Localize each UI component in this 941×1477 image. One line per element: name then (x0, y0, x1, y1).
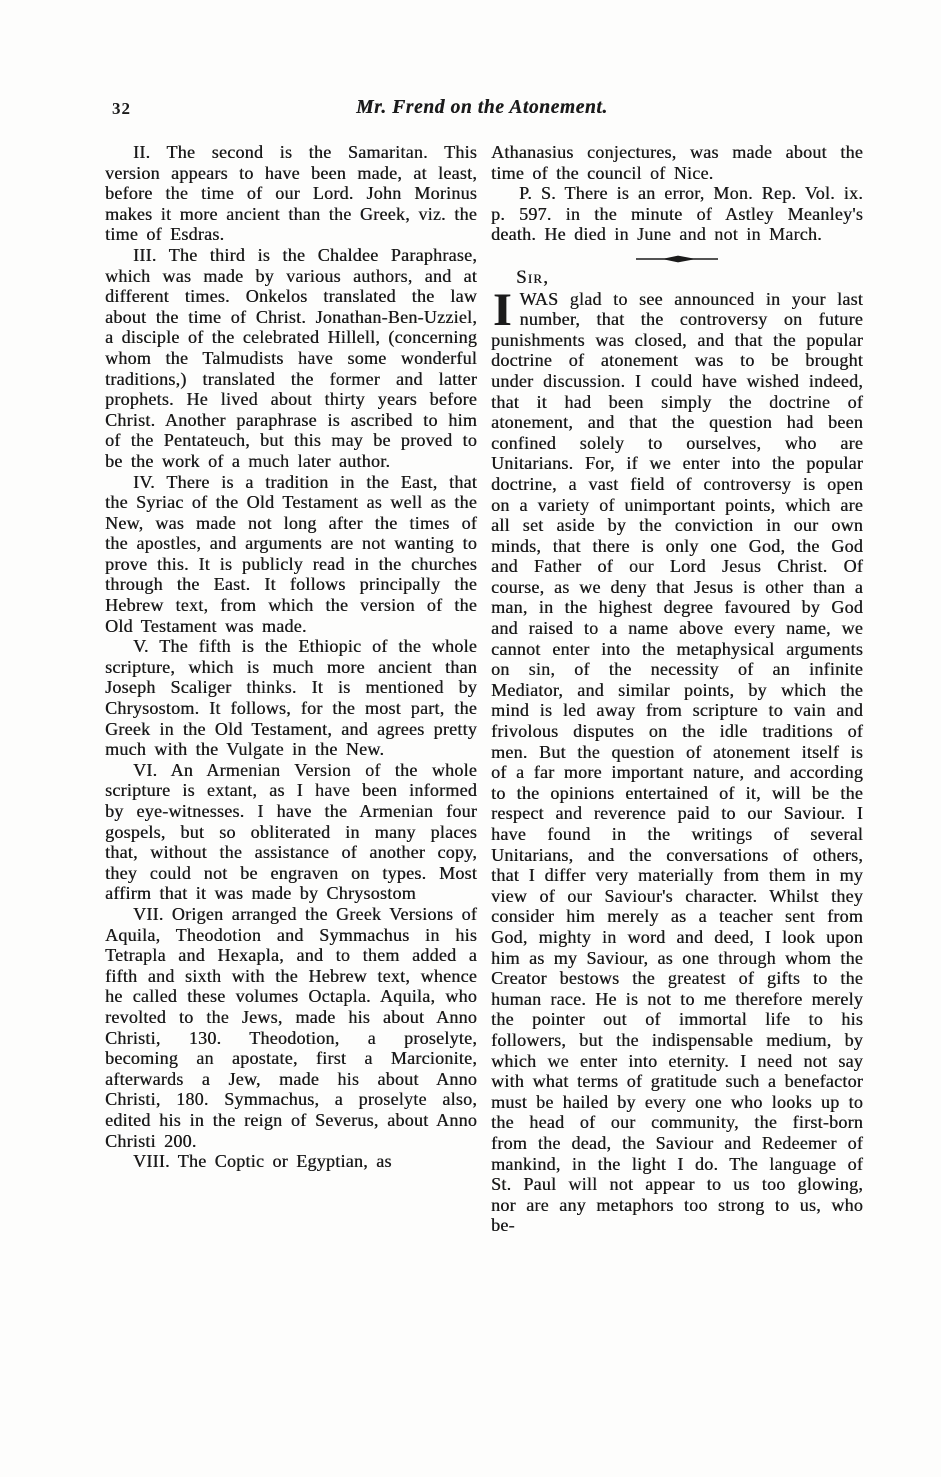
paragraph-continuation: Athanasius conjectures, was made about the time of the council of Nice. (491, 142, 863, 183)
section-divider (491, 253, 863, 265)
paragraph-coptic: VIII. The Coptic or Egyptian, as (133, 1151, 392, 1172)
paragraph-ethiopic: V. The fifth is the Ethiopic of the whole scripture, which is much more ancient than Joseph Scaliger thinks. It is mentioned by Chrysostom. It follows, for the most part, the Greek in the Old Testament, and agrees pretty much with the Vulgate in the New. (105, 636, 477, 760)
letter-text: WAS glad to see announced in your last number, that the controversy on future punishments was closed, and that the popular doctrine of atonement was to be brought under discussion. I could have wished indeed, that it had been simply the doctrine of atonement, and that the question had been confined solely to ourselves, who are Unitarians. For, if we enter into the popular doctrine, a vast field of controversy is open on a variety of unimportant points, which are all set aside by the conviction in our own minds, that there is only one God, the God and Father of our Lord Jesus Christ. Of course, as we deny that Jesus is other than a man, in the highest degree favoured by God and raised to a name above every name, we cannot enter into the metaphysical arguments on sin, of the necessity of an infinite Mediator, and similar points, by which the mind is led away from scripture to vain and frivolous disputes on the idle traditions of men. But the question of atonement itself is of a far more important nature, and according to the opinions entertained of it, will be the respect and reverence paid to our Saviour. I have found in the writings of several Unitarians, and the conversations of others, that I differ very materially from them in my view of our Saviour's character. Whilst they consider him merely as a teacher sent from God, mighty in word and deed, I look upon him as my Saviour, as one through whom the Creator bestows the greatest of gifts to the human race. He is not to me therefore merely the pointer out of immortal life to his followers, but the indispensable medium, by which we enter into eternity. I need not say with what terms of gratitude such a benefactor must be hailed by every one who looks up to the head of our community, the first-born from the dead, the Saviour and Redeemer of mankind, in the light I do. The language of St. Paul will not appear to us too glowing, nor are any metaphors too strong to us, who be- (491, 288, 863, 1236)
right-column (491, 142, 863, 1236)
page-number: 32 (112, 99, 131, 118)
paragraph-samaritan: II. The second is the Samaritan. This version appears to have been made, at least, before the time of our Lord. John Morinus makes it more ancient than the Greek, viz. the time of Esdras. (105, 142, 477, 245)
paragraph-origen: VII. Origen arranged the Greek Versions of Aquila, Theodotion and Symmachus in his Tetrapla and Hexapla, and to them added a fifth and sixth with the Hebrew text, whence he called these volumes Octapla. Aquila, who revolted to the Jews, made his about Anno Christi, 130. Theodotion, a proselyte, becoming an apostate, first a Marcionite, afterwards a Jew, made his about Anno Christi, 180. Symmachus, a proselyte also, edited his in the reign of Severus, about Anno Christi 200. (105, 903, 477, 1151)
paragraph-chaldee: III. The third is the Chaldee Paraphrase, which was made by various authors, and at different times. Onkelos translated the law about the time of Christ. Jonathan-Ben-Uzziel, a disciple of the celebrated Hillell, (concerning whom the Talmudists have some wonderful traditions,) translated the former and latter prophets. He lived about thirty years before Christ. Another paraphrase is ascribed to him of the Pentateuch, but this may be proved to be the work of a much later author. (105, 244, 477, 471)
paragraph-postscript: P. S. There is an error, Mon. Rep. Vol. ix. p. 597. in the minute of Astley Meanley's death. He died in June and not in March. (491, 183, 863, 245)
swelled-rule-icon (636, 254, 718, 264)
page-header (0, 97, 941, 123)
paragraph-syriac: IV. There is a tradition in the East, that the Syriac of the Old Testament as well as the New, was made not long after the times of the apostles, and arguments are not wanting to prove this. It is publicly read in the churches through the East. It follows principally the Hebrew text, from which the version of the Old Testament was made. (105, 471, 477, 636)
text-columns (105, 142, 863, 1236)
paragraph-armenian: VI. An Armenian Version of the whole scripture is extant, as I have been informed by eye-witnesses. I have the Armenian four gospels, but so obliterated in many places that, without the assistance of another copy, they could not be engraven on types. Most affirm that it was made by Chrysostom (105, 759, 477, 904)
salutation: Sir, (516, 266, 550, 288)
left-column (105, 142, 477, 1236)
running-title: Mr. Frend on the Atonement. (356, 97, 608, 118)
drop-cap: I (493, 283, 512, 336)
letter-body (491, 283, 863, 1236)
